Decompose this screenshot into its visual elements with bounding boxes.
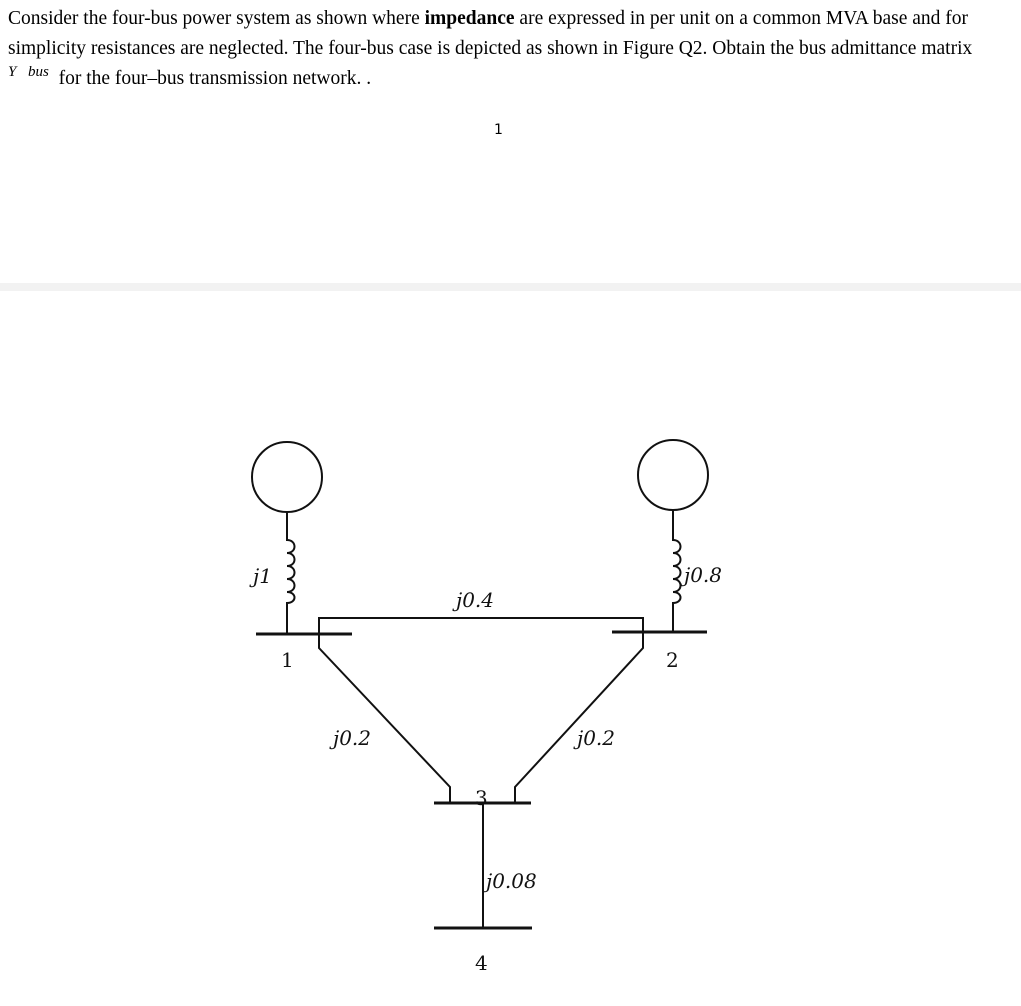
line-2-3	[515, 632, 643, 803]
line34-impedance-label: j0.08	[486, 869, 537, 893]
bus-2-label: 2	[666, 648, 679, 672]
gen2-reactance	[673, 510, 681, 632]
line-1-3	[319, 634, 450, 803]
ybus-symbol: Y⃗bus	[8, 64, 49, 80]
gen1-impedance-label: j1	[253, 564, 272, 588]
bus-3-label: 3	[475, 786, 488, 810]
generator-2-icon	[638, 440, 708, 510]
gen1-reactance	[287, 512, 295, 634]
question-part: Consider the four-bus power system as shown where	[8, 8, 425, 29]
generator-1-icon	[252, 442, 322, 512]
page-number: 1	[494, 122, 503, 138]
line12-impedance-label: j0.4	[456, 588, 495, 612]
line-1-2	[319, 618, 643, 634]
question-part: for the four–bus transmission network. .	[53, 68, 372, 89]
line23-impedance-label: j0.2	[577, 726, 616, 750]
bus-4-label: 4	[475, 951, 488, 975]
bus-1-label: 1	[281, 648, 294, 672]
question-part: are expressed in per unit on a common MVA base and for simplicity resistances are neglected. The four-bus case is depicted as shown in Figure Q2. Obtain the bus admittance matrix	[8, 8, 973, 59]
gen2-impedance-label: j0.8	[684, 563, 723, 587]
bold-term: impedance	[424, 8, 515, 29]
line13-impedance-label: j0.2	[333, 726, 372, 750]
